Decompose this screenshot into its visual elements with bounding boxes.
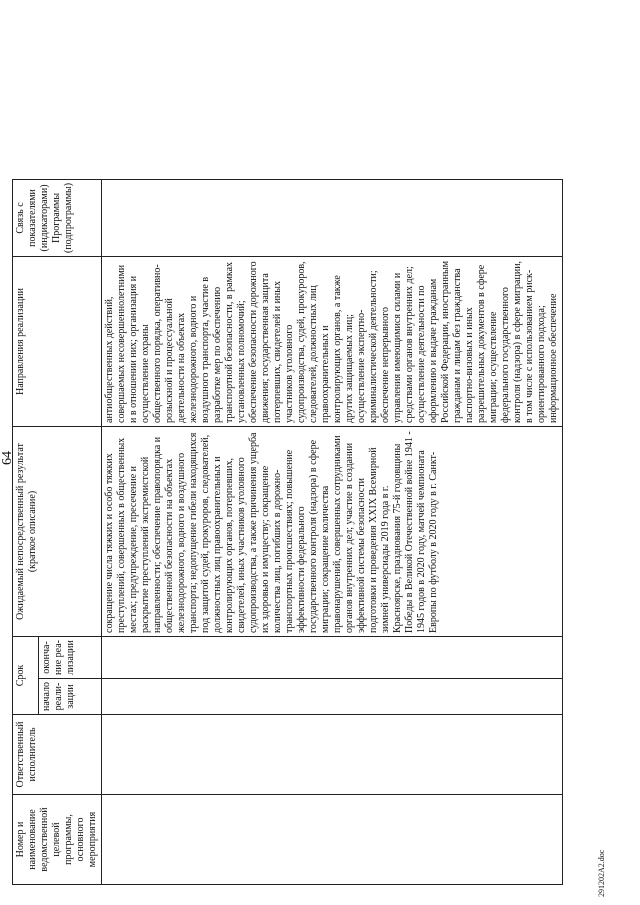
cell-start [102, 679, 563, 715]
header-responsible: Ответственный исполнитель [13, 715, 102, 795]
header-start: начало реали-зации [39, 679, 102, 715]
cell-expected-result: сокращение числа тяжких и особо тяжких преступлений, совершенных в общественных местах; предупреждение, пресечение и раскрытие преступлений экстремистской направленности; обеспечение правопорядка и общественной безопасности на объектах железнодорожного, водного и воздушного транспорта; недопущение гибели находящихся под защитой судей, прокуроров, следователей, должностных лиц правоохранительных и контролирующих органов, потерпевших, свидетелей, иных участников уголовного судопроизводства, а также причинения ущерба их здоровью и имуществу; сокращение количества лиц, погибших в дорожно-транспортных происшествиях; повышение эффективности федерального государственного контроля (надзора) в сфере миграции; сокращение количества правонарушений, совершенных сотрудниками органов внутренних дел; участие в создании эффективной системы безопасности подготовки и проведения XXIX Всемирной зимней универсиады 2019 года в г. Красноярске, празднования 75-й годовщины Победы в Великой Отечественной войне 1941 - 1945 годов в 2020 году, матчей чемпионата Европы по футболу в 2020 году в г. Санкт- [102, 427, 563, 637]
cell-directions: антиобщественных действий, совершаемых несовершеннолетними и в отношении них; организация и осуществление охраны общественного порядка, оперативно-розыскной и процессуальной деятельности на объектах железнодорожного, водного и воздушного транспорта, участие в разработке мер по обеспечению транспортной безопасности, в рамках установленных полномочий; обеспечение безопасности дорожного движения; государственная защита потерпевших, свидетелей и иных участников уголовного судопроизводства, судей, прокуроров, следователей, должностных лиц правоохранительных и контролирующих органов, а также других защищаемых лиц; осуществление экспертно-криминалистической деятельности; обеспечение непрерывного управления имеющимися силами и средствами органов внутренних дел; осуществление деятельности по оформлению и выдаче гражданам Российской Федерации, иностранным гражданам и лицам без гражданства паспортно-визовых и иных разрешительных документов в сфере миграции; осуществление федерального государственного контроля (надзора) в сфере миграции, в том числе с использованием риск-ориентированного подхода; информационное обеспечение [102, 257, 563, 427]
page-number: 64 [0, 451, 15, 465]
cell-responsible [102, 715, 563, 795]
cell-program-name [102, 795, 563, 885]
header-program-name: Номер и наименование ведомственной целевой программы, основного мероприятия [13, 795, 102, 885]
header-directions: Направления реализации [13, 257, 102, 427]
cell-indicators-link [102, 179, 563, 256]
header-indicators-link: Связь с показателями (индикаторами) Программы (подпрограммы) [13, 179, 102, 256]
cell-end [102, 637, 563, 679]
table-header-row [13, 179, 39, 884]
header-expected-result: Ожидаемый непосредственный результат (краткое описание) [13, 427, 102, 637]
document-code: 291202A2.doc [597, 849, 606, 897]
program-table [12, 179, 563, 885]
header-term: Срок [13, 637, 39, 715]
header-end: оконча-ние реа-лизации [39, 637, 102, 679]
table-row [102, 179, 563, 884]
